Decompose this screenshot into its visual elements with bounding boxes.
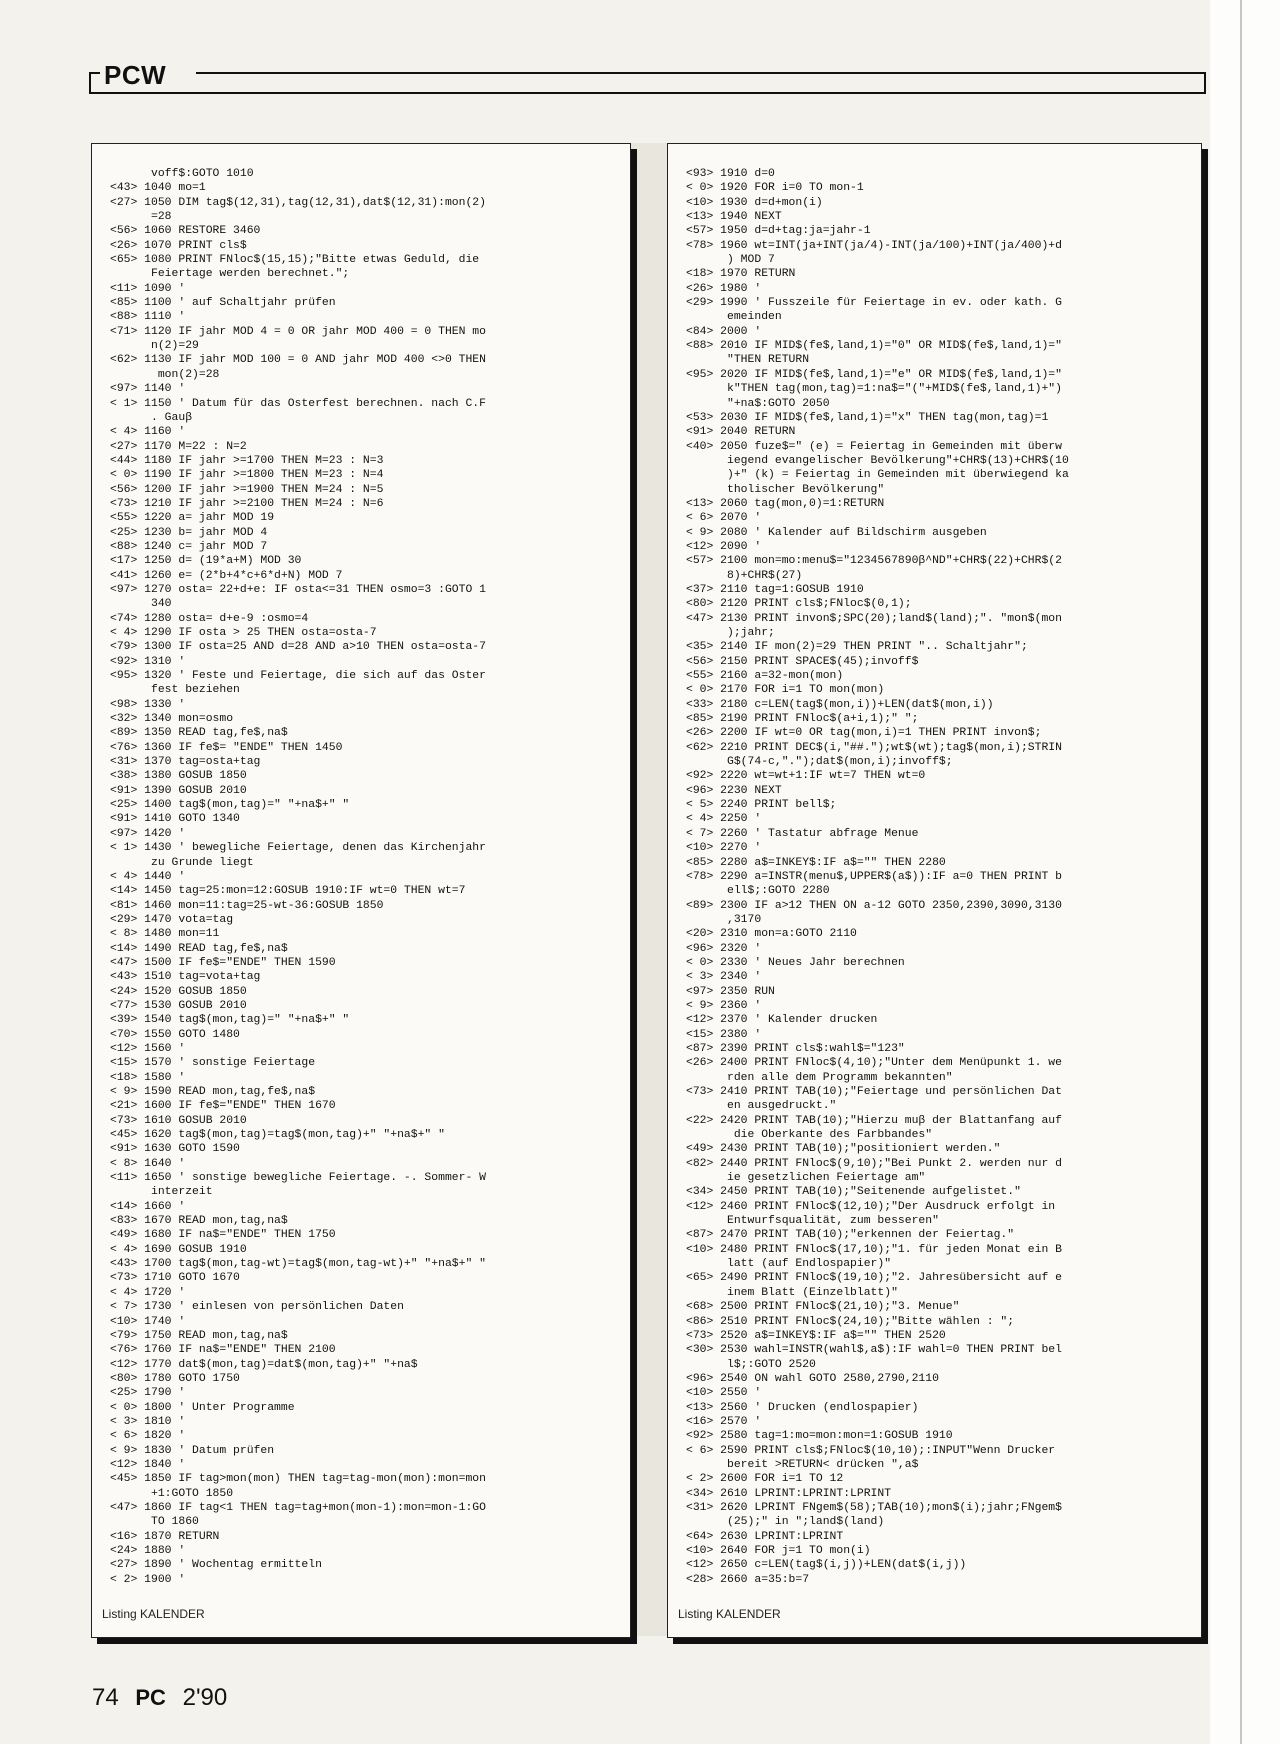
code-line: =28 <box>110 211 172 224</box>
code-line: n(2)=29 <box>110 340 199 353</box>
code-line: < 8> 1640 ' <box>110 1157 186 1170</box>
code-line: <24> 1520 GOSUB 1850 <box>110 985 247 998</box>
code-line: <18> 1970 RETURN <box>686 268 796 281</box>
code-line: <87> 2390 PRINT cls$:wahl$="123" <box>686 1042 905 1055</box>
code-line: TO 1860 <box>110 1516 199 1529</box>
code-line: Feiertage werden berechnet."; <box>110 268 350 281</box>
code-line: < 6> 1820 ' <box>110 1430 186 1443</box>
code-line: ) MOD 7 <box>686 254 775 267</box>
code-line: < 0> 2170 FOR i=1 TO mon(mon) <box>686 684 885 697</box>
code-line: <77> 1530 GOSUB 2010 <box>110 999 247 1012</box>
code-line: <79> 1300 IF osta=25 AND d=28 AND a>10 THEN osta=osta-7 <box>110 641 486 654</box>
code-line: <10> 2550 ' <box>686 1387 762 1400</box>
code-line: voff$:GOTO 1010 <box>110 168 254 180</box>
column-gutter <box>630 143 667 1636</box>
code-line: <15> 2380 ' <box>686 1028 762 1041</box>
code-line: < 1> 1150 ' Datum für das Osterfest berechnen. nach C.F <box>110 397 486 410</box>
code-line: <88> 1240 c= jahr MOD 7 <box>110 540 268 553</box>
code-line: <97> 1420 ' <box>110 827 186 840</box>
code-line: ,3170 <box>686 913 762 926</box>
code-line: <12> 2650 c=LEN(tag$(i,j))+LEN(dat$(i,j)) <box>686 1559 967 1572</box>
code-line: < 4> 1160 ' <box>110 426 186 439</box>
code-line: <73> 2410 PRINT TAB(10);"Feiertage und persönlichen Dat <box>686 1086 1062 1098</box>
code-line: ie gesetzlichen Feiertage am" <box>686 1172 926 1185</box>
code-line: <35> 2140 IF mon(2)=29 THEN PRINT ".. Schaltjahr"; <box>686 641 1028 654</box>
code-line: <28> 2660 a=35:b=7 <box>686 1573 810 1586</box>
code-line: <13> 2560 ' Drucken (endlospapier) <box>686 1401 919 1414</box>
code-line: < 5> 2240 PRINT bell$; <box>686 799 837 812</box>
code-line: <55> 2160 a=32-mon(mon) <box>686 670 844 683</box>
code-line: <15> 1570 ' sonstige Feiertage <box>110 1057 316 1070</box>
code-line: < 9> 1830 ' Datum prüfen <box>110 1444 275 1457</box>
code-line: <10> 1740 ' <box>110 1315 186 1328</box>
code-line: emeinden <box>686 311 782 324</box>
code-line: <29> 1990 ' Fusszeile für Feiertage in ev. oder kath. G <box>686 297 1062 310</box>
code-line: <88> 2010 IF MID$(fe$,land,1)="0" OR MID$(fe$,land,1)=" <box>686 340 1062 353</box>
code-line: 340 <box>110 598 172 611</box>
code-line: <14> 1450 tag=25:mon=12:GOSUB 1910:IF wt=0 THEN wt=7 <box>110 885 466 898</box>
code-line: < 4> 2250 ' <box>686 813 762 826</box>
code-line: <27> 1890 ' Wochentag ermitteln <box>110 1559 322 1572</box>
code-line: <26> 1980 ' <box>686 282 762 295</box>
code-line: < 6> 2070 ' <box>686 512 762 525</box>
code-line: <97> 2350 RUN <box>686 985 775 998</box>
code-line: < 2> 1900 ' <box>110 1573 186 1586</box>
code-line: <57> 1950 d=d+tag:ja=jahr-1 <box>686 225 871 238</box>
code-line: < 4> 1720 ' <box>110 1286 186 1299</box>
code-line: < 9> 1590 READ mon,tag,fe$,na$ <box>110 1086 316 1098</box>
code-line: <26> 2400 PRINT FNloc$(4,10);"Unter dem Menüpunkt 1. we <box>686 1057 1062 1070</box>
code-line: <68> 2500 PRINT FNloc$(21,10);"3. Menue" <box>686 1301 960 1314</box>
code-line: <92> 2580 tag=1:mo=mon:mon=1:GOSUB 1910 <box>686 1430 953 1443</box>
code-line: bereit >RETURN< drücken ",a$ <box>686 1458 919 1471</box>
code-line: <96> 2540 ON wahl GOTO 2580,2790,2110 <box>686 1372 939 1385</box>
listing-panel-left <box>91 143 631 1638</box>
code-line: <91> 1630 GOTO 1590 <box>110 1143 240 1156</box>
code-line: <13> 1940 NEXT <box>686 211 782 224</box>
code-line: G$(74-c,".");dat$(mon,i);invoff$; <box>686 756 953 769</box>
code-line: <25> 1230 b= jahr MOD 4 <box>110 526 268 539</box>
code-line: <73> 2520 a$=INKEY$:IF a$="" THEN 2520 <box>686 1329 946 1342</box>
code-line: <56> 1200 IF jahr >=1900 THEN M=24 : N=5 <box>110 483 384 496</box>
code-line: die Oberkante des Farbbandes" <box>686 1129 933 1142</box>
code-line: < 2> 2600 FOR i=1 TO 12 <box>686 1473 844 1486</box>
code-line: <84> 2000 ' <box>686 325 762 338</box>
code-line: <12> 1560 ' <box>110 1042 186 1055</box>
code-line: <80> 1780 GOTO 1750 <box>110 1372 240 1385</box>
header-rule <box>91 72 1206 74</box>
code-line: <91> 1410 GOTO 1340 <box>110 813 240 826</box>
code-line: <43> 1700 tag$(mon,tag-wt)=tag$(mon,tag-wt)+" "+na$+" " <box>110 1258 486 1271</box>
code-line: <27> 1170 M=22 : N=2 <box>110 440 247 453</box>
code-line: Entwurfsqualität, zum besseren" <box>686 1215 939 1228</box>
code-line: +1:GOTO 1850 <box>110 1487 234 1500</box>
code-line: <26> 1070 PRINT cls$ <box>110 239 247 252</box>
code-line: )+" (k) = Feiertag in Gemeinden mit überwiegend ka <box>686 469 1069 482</box>
code-line: <31> 2620 LPRINT FNgem$(58);TAB(10);mon$(i);jahr;FNgem$ <box>686 1501 1062 1514</box>
code-line: <86> 2510 PRINT FNloc$(24,10);"Bitte wählen : "; <box>686 1315 1015 1328</box>
code-line: <73> 1710 GOTO 1670 <box>110 1272 240 1285</box>
code-line: < 9> 2080 ' Kalender auf Bildschirm ausgeben <box>686 526 987 539</box>
code-line: <12> 1840 ' <box>110 1458 186 1471</box>
code-line: <45> 1620 tag$(mon,tag)=tag$(mon,tag)+" "+na$+" " <box>110 1129 445 1142</box>
code-line: <82> 2440 PRINT FNloc$(9,10);"Bei Punkt 2. werden nur d <box>686 1157 1062 1170</box>
code-line: . Gauβ <box>110 411 193 424</box>
code-line: <92> 2220 wt=wt+1:IF wt=7 THEN wt=0 <box>686 770 926 783</box>
code-line: < 0> 2330 ' Neues Jahr berechnen <box>686 956 905 969</box>
code-line: <12> 2090 ' <box>686 540 762 553</box>
magazine-logo: PC <box>135 1685 166 1710</box>
code-line: <87> 2470 PRINT TAB(10);"erkennen der Feiertag." <box>686 1229 1015 1242</box>
code-line: <34> 2610 LPRINT:LPRINT:LPRINT <box>686 1487 892 1500</box>
code-line: <76> 1360 IF fe$= "ENDE" THEN 1450 <box>110 741 343 754</box>
code-line: <91> 2040 RETURN <box>686 426 796 439</box>
code-line: <47> 1860 IF tag<1 THEN tag=tag+mon(mon-1):mon=mon-1:GO <box>110 1501 486 1514</box>
code-line: <47> 2130 PRINT invon$;SPC(20);land$(land);". "mon$(mon <box>686 612 1062 625</box>
code-line: <73> 1610 GOSUB 2010 <box>110 1114 247 1127</box>
code-line: zu Grunde liegt <box>110 856 254 869</box>
code-line: <62> 1130 IF jahr MOD 100 = 0 AND jahr MOD 400 <>0 THEN <box>110 354 486 367</box>
code-line: <33> 2180 c=LEN(tag$(mon,i))+LEN(dat$(mon,i)) <box>686 698 994 711</box>
code-line: iegend evangelischer Bevölkerung"+CHR$(13)+CHR$(10 <box>686 454 1069 467</box>
code-line: <24> 1880 ' <box>110 1545 186 1557</box>
code-line: < 4> 1440 ' <box>110 870 186 883</box>
code-line: <40> 2050 fuze$=" (e) = Feiertag in Gemeinden mit überw <box>686 440 1062 453</box>
code-line: <70> 1550 GOTO 1480 <box>110 1028 240 1041</box>
code-line: < 0> 1190 IF jahr >=1800 THEN M=23 : N=4 <box>110 469 384 482</box>
code-listing-right <box>686 167 1193 1587</box>
code-line: <76> 1760 IF na$="ENDE" THEN 2100 <box>110 1344 336 1357</box>
code-line: l$;:GOTO 2520 <box>686 1358 816 1371</box>
code-line: <12> 2460 PRINT FNloc$(12,10);"Der Ausdruck erfolgt in <box>686 1200 1056 1213</box>
code-line: <17> 1250 d= (19*a+M) MOD 30 <box>110 555 302 568</box>
code-line: <14> 1490 READ tag,fe$,na$ <box>110 942 288 955</box>
code-line: <25> 1790 ' <box>110 1387 186 1400</box>
code-line: <16> 1870 RETURN <box>110 1530 220 1543</box>
code-line: ell$;:GOTO 2280 <box>686 885 830 898</box>
code-line: <30> 2530 wahl=INSTR(wahl$,a$):IF wahl=0 THEN PRINT bel <box>686 1344 1062 1357</box>
code-line: <31> 1370 tag=osta+tag <box>110 756 261 769</box>
code-line: <62> 2210 PRINT DEC$(i,"##.");wt$(wt);tag$(mon,i);STRIN <box>686 741 1062 754</box>
listing-panel-right <box>667 143 1202 1638</box>
code-line: );jahr; <box>686 627 775 639</box>
code-line: "THEN RETURN <box>686 354 810 367</box>
code-line: <78> 2290 a=INSTR(menu$,UPPER$(a$)):IF a=0 THEN PRINT b <box>686 870 1062 883</box>
code-line: interzeit <box>110 1186 213 1199</box>
page-edge-line <box>1240 0 1242 1744</box>
code-line: <96> 2320 ' <box>686 942 762 955</box>
code-line: < 8> 1480 mon=11 <box>110 928 220 941</box>
page-number: 74 <box>92 1684 119 1711</box>
listing-caption-left: Listing KALENDER <box>102 1607 205 1621</box>
code-line: < 9> 2360 ' <box>686 999 762 1012</box>
code-line: <18> 1580 ' <box>110 1071 186 1084</box>
code-line: <96> 2230 NEXT <box>686 784 782 797</box>
code-line: <89> 1350 READ tag,fe$,na$ <box>110 727 288 740</box>
code-line: <73> 1210 IF jahr >=2100 THEN M=24 : N=6 <box>110 497 384 510</box>
header-rule-bottom <box>89 92 1206 94</box>
code-line: <49> 1680 IF na$="ENDE" THEN 1750 <box>110 1229 336 1242</box>
code-line: < 6> 2590 PRINT cls$;FNloc$(10,10);:INPUT"Wenn Drucker <box>686 1444 1056 1457</box>
code-line: <43> 1510 tag=vota+tag <box>110 971 261 984</box>
code-line: <26> 2200 IF wt=0 OR tag(mon,i)=1 THEN PRINT invon$; <box>686 727 1042 740</box>
code-line: k"THEN tag(mon,tag)=1:na$="("+MID$(fe$,land,1)+") <box>686 383 1062 396</box>
code-line: <85> 2190 PRINT FNloc$(a+i,1);" "; <box>686 713 919 726</box>
code-line: < 0> 1800 ' Unter Programme <box>110 1401 295 1414</box>
code-line: <81> 1460 mon=11:tag=25-wt-36:GOSUB 1850 <box>110 899 384 912</box>
code-line: <95> 2020 IF MID$(fe$,land,1)="e" OR MID$(fe$,land,1)=" <box>686 368 1062 381</box>
code-line: <47> 1500 IF fe$="ENDE" THEN 1590 <box>110 956 336 969</box>
code-line: <41> 1260 e= (2*b+4*c+6*d+N) MOD 7 <box>110 569 343 582</box>
code-line: <16> 2570 ' <box>686 1415 762 1428</box>
code-line: fest beziehen <box>110 684 240 697</box>
code-line: <11> 1090 ' <box>110 282 186 295</box>
code-line: <83> 1670 READ mon,tag,na$ <box>110 1215 288 1228</box>
code-line: <27> 1050 DIM tag$(12,31),tag(12,31),dat$(12,31):mon(2) <box>110 196 486 209</box>
issue-label: 2'90 <box>182 1684 228 1711</box>
code-line: <10> 2480 PRINT FNloc$(17,10);"1. für jeden Monat ein B <box>686 1243 1062 1256</box>
code-line: <95> 1320 ' Feste und Feiertage, die sich auf das Oster <box>110 670 486 683</box>
code-line: <39> 1540 tag$(mon,tag)=" "+na$+" " <box>110 1014 350 1027</box>
code-line: <64> 2630 LPRINT:LPRINT <box>686 1530 844 1543</box>
code-line: < 3> 2340 ' <box>686 971 762 984</box>
code-line: rden alle dem Programm bekannten" <box>686 1071 953 1084</box>
code-line: < 7> 2260 ' Tastatur abfrage Menue <box>686 827 919 840</box>
code-line: <98> 1330 ' <box>110 698 186 711</box>
code-line: <57> 2100 mon=mo:menu$="1234567890β^ND"+CHR$(22)+CHR$(2 <box>686 555 1062 568</box>
page-footer <box>92 1684 227 1712</box>
code-line: <74> 1280 osta= d+e-9 :osmo=4 <box>110 612 309 625</box>
code-line: <97> 1270 osta= 22+d+e: IF osta<=31 THEN osmo=3 :GOTO 1 <box>110 583 486 596</box>
code-line: <10> 2270 ' <box>686 842 762 855</box>
code-line: mon(2)=28 <box>110 368 220 381</box>
code-line: <85> 2280 a$=INKEY$:IF a$="" THEN 2280 <box>686 856 946 869</box>
code-line: latt (auf Endlospapier)" <box>686 1258 892 1271</box>
code-line: <12> 1770 dat$(mon,tag)=dat$(mon,tag)+" "+na$ <box>110 1358 418 1371</box>
code-line: <11> 1650 ' sonstige bewegliche Feiertage. -. Sommer- W <box>110 1172 486 1185</box>
code-line: <43> 1040 mo=1 <box>110 182 206 195</box>
listing-caption-right: Listing KALENDER <box>678 1607 781 1621</box>
code-line: <79> 1750 READ mon,tag,na$ <box>110 1329 288 1342</box>
code-line: < 1> 1430 ' bewegliche Feiertage, denen das Kirchenjahr <box>110 842 486 855</box>
header-rule-right <box>1204 72 1206 94</box>
code-line: < 0> 1920 FOR i=0 TO mon-1 <box>686 182 864 195</box>
code-line: <88> 1110 ' <box>110 311 186 324</box>
code-line: <25> 1400 tag$(mon,tag)=" "+na$+" " <box>110 799 350 812</box>
code-line: <22> 2420 PRINT TAB(10);"Hierzu muβ der Blattanfang auf <box>686 1114 1062 1127</box>
code-line: en ausgedruckt." <box>686 1100 837 1113</box>
code-line: <38> 1380 GOSUB 1850 <box>110 770 247 783</box>
code-line: <13> 2060 tag(mon,0)=1:RETURN <box>686 497 885 510</box>
code-listing-left <box>110 167 622 1587</box>
code-line: <55> 1220 a= jahr MOD 19 <box>110 512 275 525</box>
code-line: <92> 1310 ' <box>110 655 186 668</box>
code-line: <65> 2490 PRINT FNloc$(19,10);"2. Jahresübersicht auf e <box>686 1272 1062 1285</box>
code-line: <85> 1100 ' auf Schaltjahr prüfen <box>110 297 336 310</box>
code-line: tholischer Bevölkerung" <box>686 483 885 496</box>
page-edge-strip <box>1210 0 1280 1744</box>
code-line: < 4> 1290 IF osta > 25 THEN osta=osta-7 <box>110 627 377 639</box>
code-line: <56> 2150 PRINT SPACE$(45);invoff$ <box>686 655 919 668</box>
code-line: <14> 1660 ' <box>110 1200 186 1213</box>
code-line: <37> 2110 tag=1:GOSUB 1910 <box>686 583 864 596</box>
code-line: <10> 2640 FOR j=1 TO mon(i) <box>686 1545 871 1557</box>
code-line: <44> 1180 IF jahr >=1700 THEN M=23 : N=3 <box>110 454 384 467</box>
code-line: <32> 1340 mon=osmo <box>110 713 234 726</box>
code-line: <71> 1120 IF jahr MOD 4 = 0 OR jahr MOD 400 = 0 THEN mo <box>110 325 486 338</box>
section-header: PCW <box>104 60 167 90</box>
code-line: <21> 1600 IF fe$="ENDE" THEN 1670 <box>110 1100 336 1113</box>
code-line: <12> 2370 ' Kalender drucken <box>686 1014 878 1027</box>
code-line: < 4> 1690 GOSUB 1910 <box>110 1243 247 1256</box>
code-line: <78> 1960 wt=INT(ja+INT(ja/4)-INT(ja/100)+INT(ja/400)+d <box>686 239 1062 252</box>
code-line: < 7> 1730 ' einlesen von persönlichen Daten <box>110 1301 404 1314</box>
code-line: <34> 2450 PRINT TAB(10);"Seitenende aufgelistet." <box>686 1186 1021 1199</box>
header-rule-left <box>89 72 91 94</box>
code-line: <97> 1140 ' <box>110 383 186 396</box>
code-line: <53> 2030 IF MID$(fe$,land,1)="x" THEN tag(mon,tag)=1 <box>686 411 1049 424</box>
code-line: <20> 2310 mon=a:GOTO 2110 <box>686 928 857 941</box>
code-line: <89> 2300 IF a>12 THEN ON a-12 GOTO 2350,2390,3090,3130 <box>686 899 1062 912</box>
code-line: (25);" in ";land$(land) <box>686 1516 885 1529</box>
code-line: 8)+CHR$(27) <box>686 569 803 582</box>
code-line: inem Blatt (Einzelblatt)" <box>686 1286 898 1299</box>
code-line: <65> 1080 PRINT FNloc$(15,15);"Bitte etwas Geduld, die <box>110 254 480 267</box>
code-line: <45> 1850 IF tag>mon(mon) THEN tag=tag-mon(mon):mon=mon <box>110 1473 486 1486</box>
code-line: "+na$:GOTO 2050 <box>686 397 830 410</box>
code-line: <10> 1930 d=d+mon(i) <box>686 196 823 209</box>
code-line: <49> 2430 PRINT TAB(10);"positioniert werden." <box>686 1143 1001 1156</box>
code-line: <80> 2120 PRINT cls$;FNloc$(0,1); <box>686 598 912 611</box>
code-line: <91> 1390 GOSUB 2010 <box>110 784 247 797</box>
code-line: <93> 1910 d=0 <box>686 168 775 180</box>
code-line: <29> 1470 vota=tag <box>110 913 234 926</box>
code-line: < 3> 1810 ' <box>110 1415 186 1428</box>
code-line: <56> 1060 RESTORE 3460 <box>110 225 261 238</box>
